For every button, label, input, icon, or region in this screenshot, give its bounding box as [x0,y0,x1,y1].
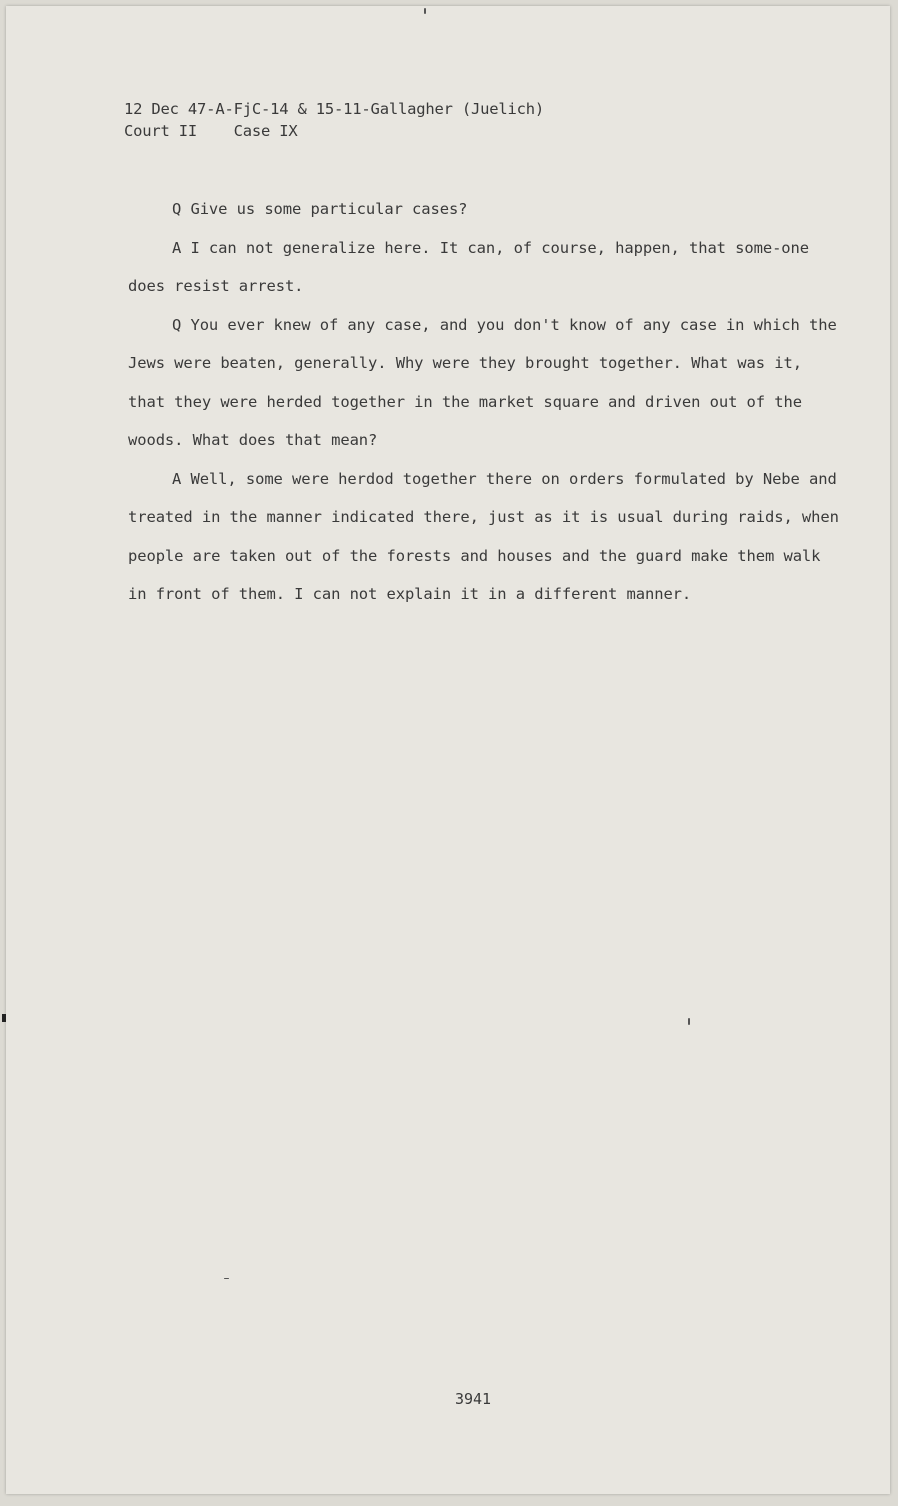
document-header [124,98,544,142]
transcript-paragraph: A Well, some were herdod together there on orders formulated by Nebe and treated in the manner indicated there, just as it is usual during raids, when people are taken out of the forests and houses and the guard make them walk in front of them. I can not explain it in a different manner. [128,469,839,603]
document-page [6,6,890,1494]
header-line-1: 12 Dec 47-A-FjC-14 & 15-11-Gallagher (Juelich) [124,100,545,118]
paper-speck [224,1278,229,1279]
transcript-paragraph: A I can not generalize here. It can, of course, happen, that some-one does resist arrest. [128,238,809,295]
edge-mark [2,1014,6,1022]
header-line-2: Court II Case IX [124,122,298,140]
transcript-body [128,190,848,614]
transcript-paragraph: Q You ever knew of any case, and you don't know of any case in which the Jews were beaten, generally. Why were they brought together. What was it, that they were herded together in the market square and driven out of the woods. What does that mean? [128,315,837,449]
paper-speck [688,1018,690,1025]
page-number: 3941 [454,1390,492,1408]
transcript-paragraph: Q Give us some particular cases? [172,200,468,218]
paper-speck [424,8,426,14]
